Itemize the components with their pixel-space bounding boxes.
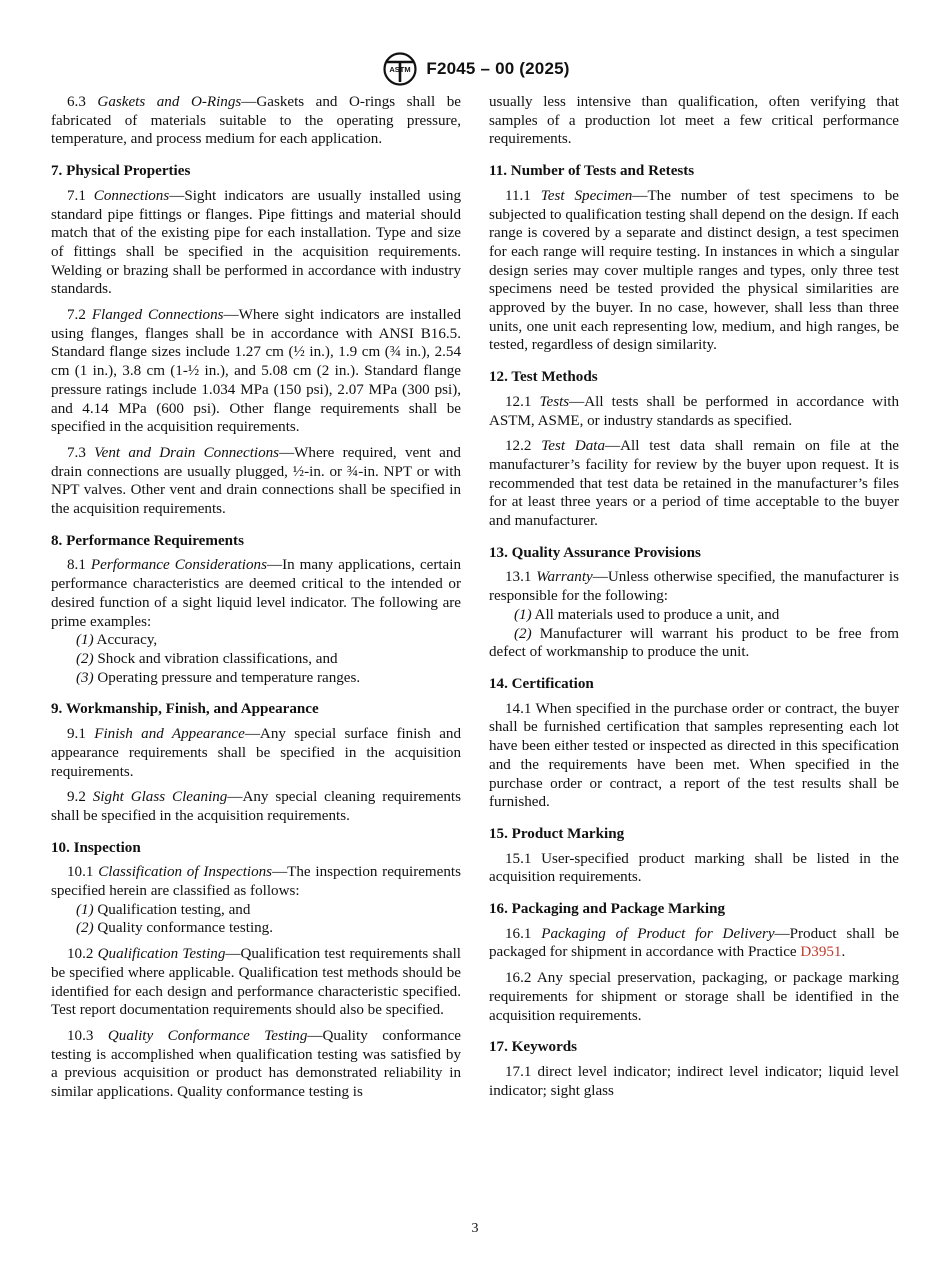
section-14-1: 14.1 When specified in the purchase order or contract, the buyer shall be furnished certification that samples representing each lot have been either tested or inspected as directed in this specification and the requirements have been met. When specified in the purchase order or contract, a report of the test results shall be furnished. [489, 700, 899, 811]
heading-performance-requirements: 8. Performance Requirements [51, 532, 244, 549]
document-id: F2045 – 00 (2025) [426, 59, 570, 78]
heading-quality-assurance: 13. Quality Assurance Provisions [489, 544, 701, 561]
section-7-2: 7.2 Flanged Connections—Where sight indicators are installed using flanges, flanges shall be in accordance with ANSI B16.5. Standard flange sizes include 1.27 cm (½ in.), 1.9 cm (¾ in.), 2.54 cm (1 in.), 3.8 cm (1-½ in.), and 5.08 cm (2 in.). Standard flange pressure ratings include 1.034 MPa (150 psi), 2.07 MPa (300 psi), and 4.14 MPa (600 psi). Other flange requirements shall be specified in the acquisition requirements. [51, 307, 461, 436]
section-17-1: 17.1 direct level indicator; indirect level indicator; liquid level indicator; sight glass [489, 1063, 899, 1099]
section-10-3: 10.3 Quality Conformance Testing—Quality conformance testing is accomplished when qualification testing was satisfied by a previous acquisition or product has demonstrated reliability in similar applications. Quality conformance testing is [51, 1027, 461, 1101]
list-item: (1) Qualification testing, and [76, 901, 251, 918]
section-7-3: 7.3 Vent and Drain Connections—Where required, vent and drain connections are usually plugged, ½-in. or ¾-in. NPT or with NPT valves. Other vent and drain connections shall be specified in the acquisition requirements. [51, 444, 461, 518]
list-item: (1) All materials used to produce a unit, and [514, 606, 780, 623]
heading-number-of-tests: 11. Number of Tests and Retests [489, 163, 695, 180]
heading-packaging: 16. Packaging and Package Marking [489, 901, 726, 918]
svg-text:ASTM: ASTM [389, 65, 411, 74]
section-16-1: 16.1 Packaging of Product for Delivery—Product shall be packaged for shipment in accordance with Practice D3951. [489, 925, 899, 961]
section-12-1: 12.1 Tests—All tests shall be performed in accordance with ASTM, ASME, or industry standards as specified. [489, 393, 899, 429]
heading-inspection: 10. Inspection [51, 839, 141, 856]
page-header [0, 52, 950, 86]
list-item: (3) Operating pressure and temperature ranges. [76, 669, 361, 686]
right-column [489, 93, 899, 1107]
section-10-2: 10.2 Qualification Testing—Qualification test requirements shall be specified where applicable. Qualification test methods should be identified for each design and performance characteristic specified. Test report documentation requirements should also be specified. [51, 946, 461, 1019]
heading-certification: 14. Certification [489, 675, 594, 692]
section-8-1: 8.1 Performance Considerations—In many applications, certain performance characteristics are deemed critical to the intended or desired function of a sight liquid level indicator. The following are prime examples: [51, 557, 462, 630]
list-item: (2) Shock and vibration classifications, and [76, 650, 338, 667]
section-9-2: 9.2 Sight Glass Cleaning—Any special cleaning requirements shall be specified in the acquisition requirements. [51, 789, 461, 824]
heading-keywords: 17. Keywords [489, 1039, 578, 1056]
list-item: (2) Quality conformance testing. [76, 920, 274, 937]
section-10-3-continued: usually less intensive than qualification, often verifying that samples of a production lot meet a few critical performance requirements. [489, 94, 899, 148]
section-6-3: 6.3 Gaskets and O-Rings—Gaskets and O-rings shall be fabricated of materials suitable to the operating pressure, temperature, and process medium for each application. [51, 94, 461, 148]
practice-d3951-link[interactable]: D3951 [800, 944, 842, 961]
section-13-1: 13.1 Warranty—Unless otherwise specified, the manufacturer is responsible for the following: [489, 569, 899, 605]
left-column [51, 93, 461, 1109]
heading-physical-properties: 7. Physical Properties [51, 163, 191, 180]
section-7-1: 7.1 Connections—Sight indicators are usually installed using standard pipe fittings or flanges. Pipe fittings and material should match that of the existing pipe for each installation. Type and size of fittings shall be specified in the acquisition requirements. Welding or brazing shall be performed in accordance with industry standards. [51, 187, 461, 298]
section-16-2: 16.2 Any special preservation, packaging, or package marking requirements for shipment or storage shall be identified in the acquisition requirements. [489, 970, 899, 1024]
page-number: 3 [471, 1221, 479, 1236]
astm-logo-icon [380, 52, 420, 86]
heading-workmanship: 9. Workmanship, Finish, and Appearance [51, 701, 319, 718]
section-12-2: 12.2 Test Data—All test data shall remain on file at the manufacturer’s facility for review by the buyer upon request. It is recommended that test data be retained in the manufacturer’s files for at least three years or a period of time acceptable to the buyer and manufacturer. [489, 438, 899, 530]
list-item: (1) Accuracy, [76, 632, 158, 649]
section-10-1: 10.1 Classification of Inspections—The inspection requirements specified herein are classified as follows: [51, 864, 461, 900]
heading-test-methods: 12. Test Methods [489, 369, 598, 386]
section-15-1: 15.1 User-specified product marking shall be listed in the acquisition requirements. [489, 850, 899, 886]
section-9-1: 9.1 Finish and Appearance—Any special surface finish and appearance requirements shall be specified in the acquisition requirements. [51, 726, 461, 780]
list-item: (2) Manufacturer will warrant his product to be free from defect of workmanship to produce the unit. [489, 625, 899, 661]
section-11-1: 11.1 Test Specimen—The number of test specimens to be subjected to qualification testing shall depend on the design. If each range is covered by a separate and distinct design, a test specimen for each range will require testing. In instances in which a singular design series may cover multiple ranges and types, only three test specimens need be tested provided the physical similarities are approved by the buyer. In no case, however, shall less than three units, one unit each representing low, medium, and high ranges, be tested, regardless of design similarity. [489, 187, 899, 354]
heading-product-marking: 15. Product Marking [489, 825, 625, 842]
